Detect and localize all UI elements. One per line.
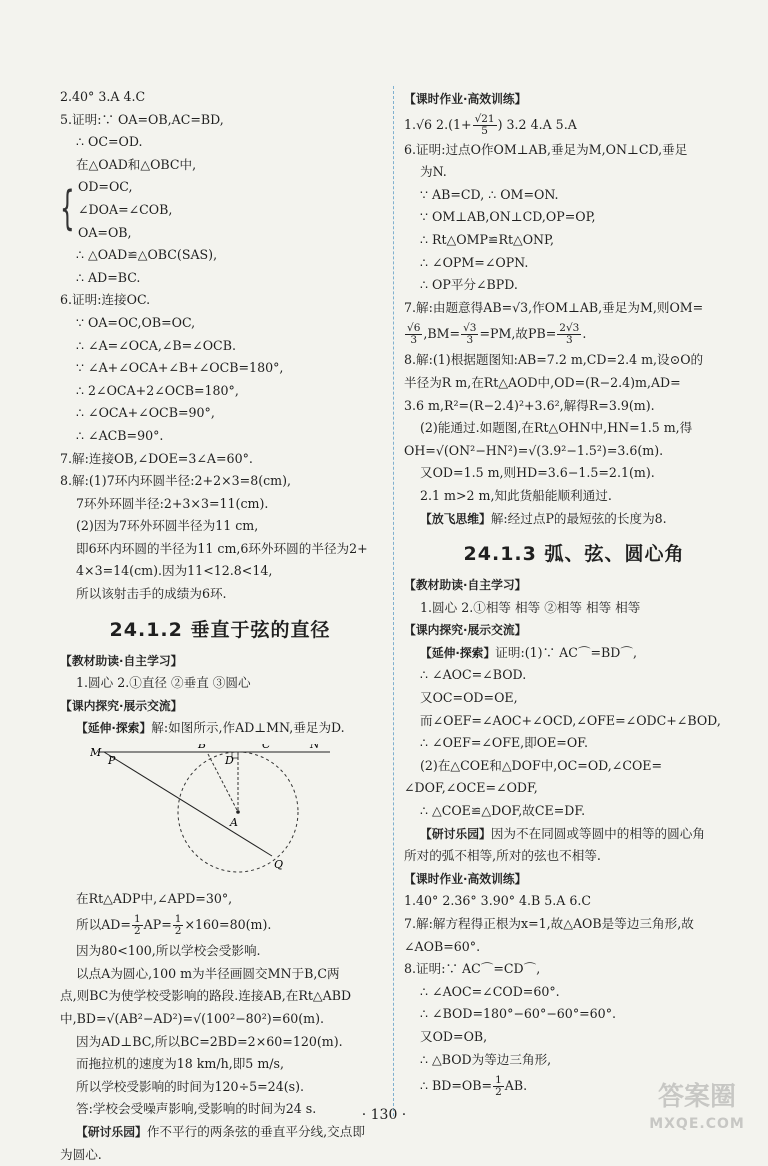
answer-line: 而∠OEF=∠AOC+∠OCD,∠OFE=∠ODC+∠BOD, (420, 712, 721, 728)
answer-line: 5.证明:∵ OA=OB,AC=BD, (60, 111, 224, 127)
answer-line: 点,则BC为使学校受影响的路段.连接AB,在Rt△ABD (60, 988, 352, 1004)
fraction: $\frac{√21}{5}$ (474, 112, 495, 137)
answer-line: 半径为R m,在Rt△AOD中,OD=(R−2.4)m,AD= (404, 374, 681, 390)
answer-text: AP= (143, 917, 172, 933)
answer-text: AB. (504, 1078, 528, 1094)
answer-line: 8.解:(1)根据题图知:AB=7.2 m,CD=2.4 m,设⊙O的 (404, 352, 704, 368)
answer-line: ∴ ∠BOD=180°−60°−60°=60°. (420, 1006, 616, 1022)
answer-line: (2)因为7环外环圆半径为11 cm, (76, 518, 259, 534)
answer-line: OA=OB, (78, 224, 132, 240)
answer-line: 7.解:由题意得AB=√3,作OM⊥AB,垂足为M,则OM= (404, 299, 704, 315)
answer-line: ∴ ∠AOC=∠BOD. (420, 667, 527, 683)
answer-line: ∠AOB=60°. (404, 938, 481, 954)
answer-text: 解:经过点P的最短弦的长度为8. (490, 510, 667, 526)
answer-line: ∴ ∠OCA+∠OCB=90°, (76, 405, 215, 421)
section-label: 【 课时作业·高效训练 】 (404, 868, 526, 891)
answer-text: 解:如图所示,作AD⊥MN,垂足为D. (151, 720, 345, 736)
answer-line: 以点A为圆心,100 m为半径画圆交MN于B,C两 (76, 965, 340, 981)
answer-line: 4×3=14(cm).因为11<12.8<14, (76, 563, 273, 579)
answer-line: 6.证明:连接OC. (60, 292, 151, 308)
section-label: 【 课内探究·展示交流 】 (60, 695, 182, 718)
answer-line: 因为AD⊥BC,所以BC=2BD=2×60=120(m). (76, 1033, 343, 1049)
answer-line: 在Rt△ADP中,∠APD=30°, (76, 890, 233, 906)
answer-line: 而拖拉机的速度为18 km/h,即5 m/s, (76, 1056, 284, 1072)
answer-text: 证明:(1)∵ AC⌒=BD⌒, (495, 644, 637, 660)
page-number: · 130 · (361, 1107, 407, 1123)
answer-text: 作不平行的两条弦的垂直平分线,交点即 (146, 1123, 365, 1139)
answer-line (404, 319, 744, 349)
fraction: $\frac{1}{2}$ (133, 913, 141, 938)
section-label: 【 教材助读·自主学习 】 (404, 574, 526, 597)
answer-line: 2.40° 3.A 4.C (60, 89, 146, 104)
answer-line: 1.圆心 2.①直径 ②垂直 ③圆心 (76, 675, 251, 691)
answer-text: 1.√6 2.(1+ (404, 116, 472, 132)
answer-line: 1.圆心 2.①相等 相等 ②相等 相等 相等 (420, 599, 641, 615)
answer-text: ,BM= (423, 326, 461, 342)
answer-line: 答:学校会受噪声影响,受影响的时间为24 s. (76, 1101, 317, 1117)
tag-label: 【 研讨乐园 】 (76, 1121, 147, 1144)
tag-label: 【 延伸·探索 】 (76, 717, 151, 740)
equation-system (60, 176, 380, 244)
answer-line: ∴ ∠OPM=∠OPN. (420, 254, 529, 270)
answer-text: 所以AD= (76, 917, 131, 933)
point-label: M (90, 746, 102, 760)
fraction: $\frac{√6}{3}$ (407, 322, 421, 347)
answer-line: 7环外环圆半径:2+3×3=11(cm). (76, 495, 269, 511)
watermark-sub: MXQE.COM (649, 1116, 745, 1132)
answer-line: ∵ OA=OC,OB=OC, (76, 314, 196, 330)
answer-text: 因为不在同圆或等圆中的相等的圆心角 (490, 825, 705, 841)
point-label: A (230, 816, 238, 830)
answer-line: 6.证明:过点O作OM⊥AB,垂足为M,ON⊥CD,垂足 (404, 141, 688, 157)
column-divider (393, 86, 394, 1116)
tag-label: 【 延伸·探索 】 (420, 642, 495, 665)
answer-line (60, 910, 380, 940)
geometry-figure (90, 744, 330, 874)
answer-line: ∴ △COE≌△DOF,故CE=DF. (420, 803, 586, 819)
answer-line: ∴ ∠AOC=∠COD=60°. (420, 983, 560, 999)
answer-line: 中,BD=√(AB²−AD²)=√(100²−80²)=60(m). (60, 1011, 325, 1026)
answer-line: 8.解:(1)7环内环圆半径:2+2×3=8(cm), (60, 473, 292, 489)
fraction: $\frac{2√3}{3}$ (559, 322, 580, 347)
answer-text: ×160=80(m). (184, 917, 272, 933)
point-label: D (225, 754, 234, 768)
watermark-main: 答案圈 (657, 1082, 736, 1112)
answer-line: 8.证明:∵ AC⌒=CD⌒, (404, 961, 541, 977)
point-label: N (310, 744, 320, 752)
answer-line: 7.解:连接OB,∠DOE=3∠A=60°. (60, 450, 253, 466)
section-label: 【 课时作业·高效训练 】 (404, 88, 526, 111)
answer-line: ∴ AD=BC. (76, 269, 141, 285)
answer-text: . (582, 326, 587, 342)
answer-text: =PM,故PB= (479, 326, 557, 342)
right-column (404, 88, 744, 1101)
answer-line: 又OD=OB, (420, 1028, 488, 1044)
answer-text: ) 3.2 4.A 5.A (497, 116, 577, 132)
answer-line: 因为80<100,所以学校会受影响. (76, 943, 261, 959)
answer-line: (2)能通过.如题图,在Rt△OHN中,HN=1.5 m,得 (420, 420, 693, 436)
point-label: P (108, 754, 116, 768)
answer-text: ∴ BD=OB= (420, 1078, 493, 1094)
fraction: $\frac{1}{2}$ (495, 1074, 502, 1099)
answer-line: ∵ ∠A+∠OCA+∠B+∠OCB=180°, (76, 360, 284, 376)
answer-line: 3.6 m,R²=(R−2.4)²+3.6²,解得R=3.9(m). (404, 397, 655, 413)
answer-line: ∵ OM⊥AB,ON⊥CD,OP=OP, (420, 209, 596, 225)
brace-symbol: { (60, 181, 75, 236)
answer-line: ∴ 2∠OCA+2∠OCB=180°, (76, 382, 239, 398)
answer-line: 即6环内环圆的半径为11 cm,6环外环圆的半径为2+ (76, 540, 368, 556)
answer-line: ∴ OP平分∠BPD. (420, 277, 518, 293)
answer-line: 在△OAD和△OBC中, (76, 156, 197, 172)
answer-line: (2)在△COE和△DOF中,OC=OD,∠COE= (420, 757, 663, 773)
answer-line: ∴ △BOD为等边三角形, (420, 1051, 552, 1067)
left-column (60, 86, 380, 1166)
answer-line: ∴ ∠A=∠OCA,∠B=∠OCB. (76, 337, 236, 353)
answer-line: 所以该射击手的成绩为6环. (76, 586, 227, 602)
answer-line: ∴ OC=OD. (76, 134, 143, 150)
answer-line: 又OD=1.5 m,则HD=3.6−1.5=2.1(m). (420, 465, 655, 481)
answer-line: 所以学校受影响的时间为120÷5=24(s). (76, 1078, 305, 1094)
section-label: 【 课内探究·展示交流 】 (404, 619, 526, 642)
answer-line: ∵ AB=CD, ∴ OM=ON. (420, 186, 559, 202)
answer-line: 为圆心. (60, 1146, 102, 1162)
section-title: 24.1.3 弧、弦、圆心角 (463, 543, 685, 566)
fraction: $\frac{√3}{3}$ (463, 322, 477, 347)
answer-line: ∴ ∠ACB=90°. (76, 427, 164, 443)
tag-label: 【 放飞思维 】 (420, 508, 491, 531)
answer-line: OH=√(ON²−HN²)=√(3.9²−1.5²)=3.6(m). (404, 442, 664, 458)
section-title: 24.1.2 垂直于弦的直径 (109, 618, 331, 641)
answer-line: 2.1 m>2 m,知此货船能顺利通过. (420, 487, 612, 503)
answer-line: ∴ △OAD≌△OBC(SAS), (76, 247, 218, 263)
answer-line: 又OC=OD=OE, (420, 690, 518, 706)
answer-line (404, 111, 744, 139)
answer-line: 为N. (420, 164, 447, 180)
answer-line: ∠DOA=∠COB, (78, 201, 173, 217)
fraction: $\frac{1}{2}$ (174, 913, 182, 938)
watermark-logo (633, 1080, 761, 1142)
answer-line: ∠DOF,∠OCE=∠ODF, (404, 780, 538, 796)
point-label: Q (274, 858, 284, 872)
section-label: 【 教材助读·自主学习 】 (60, 650, 182, 673)
answer-line: OD=OC, (78, 179, 133, 195)
answer-line: 1.40° 2.36° 3.90° 4.B 5.A 6.C (404, 893, 592, 909)
answer-line: 7.解:解方程得正根为x=1,故△AOB是等边三角形,故 (404, 916, 694, 931)
point-label: B (198, 744, 207, 752)
tag-label: 【 研讨乐园 】 (420, 823, 491, 846)
answer-line: ∴ ∠OEF=∠OFE,即OE=OF. (420, 735, 588, 751)
answer-line: ∴ Rt△OMP≌Rt△ONP, (420, 231, 554, 247)
point-label: C (262, 744, 271, 752)
answer-line: 所对的弧不相等,所对的弦也不相等. (404, 848, 601, 864)
